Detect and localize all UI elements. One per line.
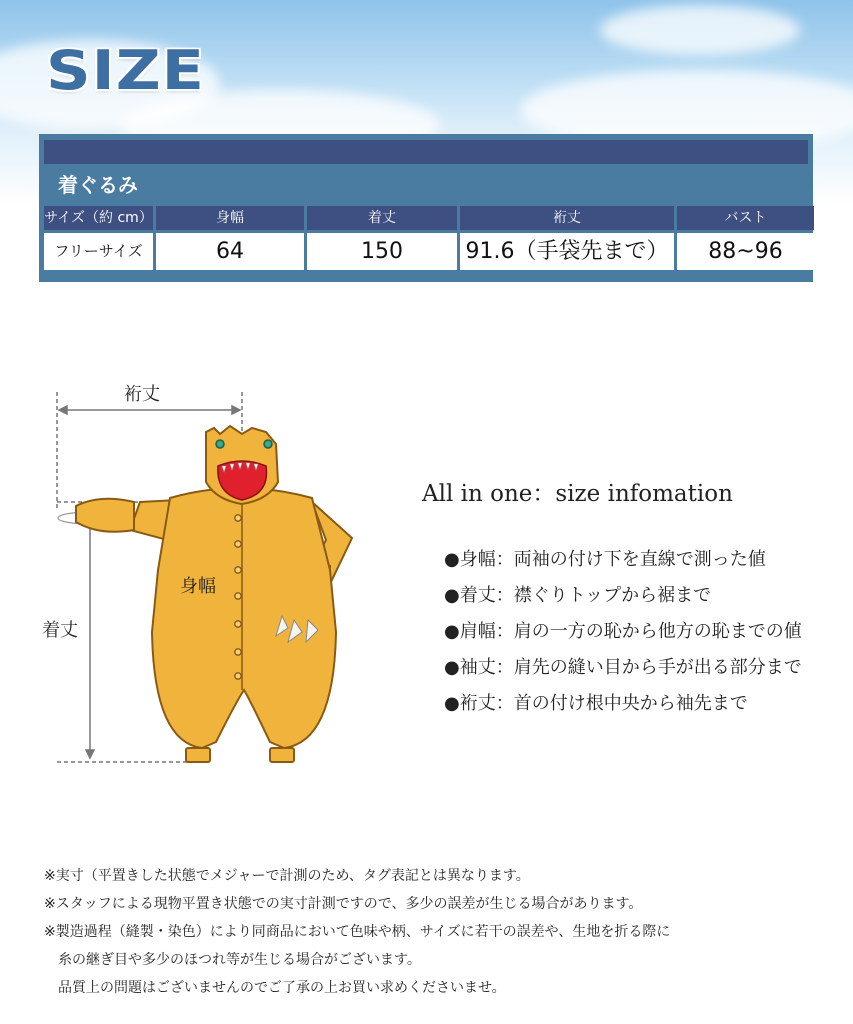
table-cell: 88~96 xyxy=(677,233,814,270)
cloud xyxy=(600,5,800,55)
label-yuki: 裄丈 xyxy=(124,384,160,405)
notes xyxy=(44,862,670,1002)
table-cell: 91.6（手袋先まで） xyxy=(460,233,674,270)
list-item: ●袖丈：肩先の縫い目から手が出る部分まで xyxy=(444,657,802,678)
column-header: 着丈 xyxy=(307,206,457,230)
table-caption: 着ぐるみ xyxy=(58,173,138,197)
table-top-bar xyxy=(44,140,808,164)
column-header: 裄丈 xyxy=(460,206,674,230)
table-cell: 150 xyxy=(307,233,457,270)
list-item: ●身幅：両袖の付け下を直線で測った値 xyxy=(444,549,766,570)
list-item: ●裄丈：首の付け根中央から袖先まで xyxy=(444,693,748,714)
costume-diagram xyxy=(30,370,410,780)
info-list xyxy=(444,542,802,722)
column-header: サイズ（約 cm） xyxy=(44,206,153,230)
list-item: ●着丈：襟ぐりトップから裾まで xyxy=(444,585,712,606)
note-line: ※実寸（平置きした状態でメジャーで計測のため、タグ表記とは異なります。 xyxy=(44,868,530,884)
page-title: SIZE xyxy=(46,38,206,103)
table-cell: フリーサイズ xyxy=(44,233,153,270)
table-cell: 64 xyxy=(156,233,304,270)
list-item: ●肩幅：肩の一方の恥から他方の恥までの値 xyxy=(444,621,802,642)
label-mihaba: 身幅 xyxy=(180,576,216,597)
note-line: ※スタッフによる現物平置き状態での実寸計測ですので、多少の誤差が生じる場合があります。 xyxy=(44,896,643,912)
size-grid xyxy=(44,206,808,270)
column-header: バスト xyxy=(677,206,814,230)
note-line: 品質上の問題はございませんのでご了承の上お買い求めくださいませ。 xyxy=(44,980,506,996)
note-line: ※製造過程（縫製・染色）により同商品において色味や柄、サイズに若干の誤差や、生地を折る際に xyxy=(44,924,671,940)
column-header: 身幅 xyxy=(156,206,304,230)
info-title: All in one：size infomation xyxy=(422,481,733,507)
label-kitake: 着丈 xyxy=(42,620,78,641)
size-table xyxy=(39,134,813,282)
costume-illustration xyxy=(30,370,410,780)
note-line: 糸の継ぎ目や多少のほつれ等が生じる場合がございます。 xyxy=(44,952,421,968)
